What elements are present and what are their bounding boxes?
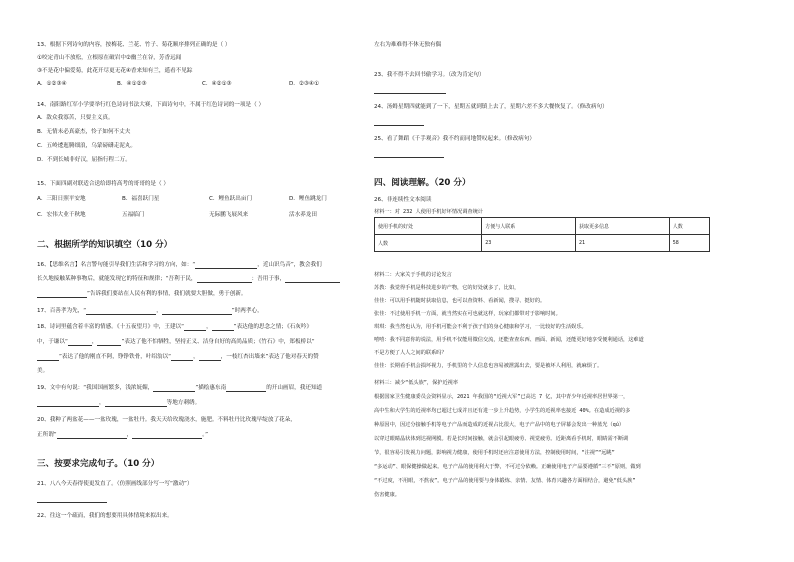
q18-blank-2[interactable]: [212, 324, 234, 331]
q13-line2: ③不是花中偏爱菊，此花开尽更无花④香来知有兰，遥看不见踪: [37, 68, 193, 74]
q23-answer-line: [374, 87, 446, 94]
section-3-title: 三、按要求完成句子。（10 分）: [37, 459, 160, 469]
q13-stem: 13、根据下列诗句的内容，按梅花、兰花、竹子、菊花顺序排列正确的是（ ）: [37, 42, 231, 48]
material-2-line: 佳佳：长期看手机会损坏视力，手机里的个人信息也容易被泄露出去，要是被坏人利用，就麻烦了。: [374, 363, 603, 369]
material-2-line: 苏教：我觉得手机是科技进步的产物，它的好处就多了，比如，: [374, 285, 520, 291]
material-3-line: 节，很容易引发视力问题，影响视力健康，使用手机时还应注意使用方法，控制使用时间，“注视”“远眺”: [374, 450, 615, 456]
q16-line1: 16、【思维名言】名言警句能引导我们生活和学习的方向，如：“ ，近山识鸟音”，教会我们: [37, 262, 322, 268]
q13-option-d: D．②③④①: [289, 81, 319, 87]
table-header-cell: 方便与人联系: [482, 218, 576, 235]
q25-answer-blank[interactable]: [374, 151, 444, 158]
q16-blank-4[interactable]: [37, 291, 87, 298]
material-3-line: 以穿过眼睛晶状体到达视网膜。若是长时间接触，就会引起眼疲劳、视觉疲劳。近距离看手机时，眼睛需不断调: [374, 436, 629, 442]
q20-blank-1[interactable]: [57, 432, 127, 439]
q16-blank-2[interactable]: [197, 276, 252, 283]
q25-answer-line: [374, 151, 444, 158]
table-header-cell: 获取更多信息: [575, 218, 669, 235]
q15-r1-d: D．鲤鱼跳龙门: [289, 196, 327, 202]
q18-line2: 中，于谦以“ ， ”表达了他不怕牺牲，坚持正义、洁身自好的高尚品质；《竹石》中，郑板桥以“: [37, 339, 315, 345]
material-2-line: 琪琪：我当然也认为，用手机可能会不利于孩子们的身心健康和学习，一比较好的生活娱乐。: [374, 324, 587, 330]
survey-table: [374, 217, 710, 252]
table-cell: 21: [575, 235, 669, 252]
q18-blank-3[interactable]: [68, 339, 92, 346]
q19-blank-2[interactable]: [226, 385, 266, 392]
q20-line1: 20、我种了两盆花——一盆玫瑰，一盆牡丹。我天天给玫瑰浇水，施肥。不料牡丹比玫瑰早绽放了花朵，: [37, 417, 296, 423]
table-header-row: [375, 218, 710, 235]
q18-line3: ”表达了他的刚直不阿，铮铮铁骨，叶绍翁以“ ， ，一枝红杏出墙来”表达了他对春天的赞: [37, 354, 319, 361]
q18-blank-6[interactable]: [171, 354, 193, 361]
q19-blank-4[interactable]: [105, 400, 167, 407]
q15-stem: 15、下面四副对联适合送给即将高考的哥哥的是（ ）: [37, 181, 169, 187]
q15-r2-c: 无际鹏飞展风来: [209, 212, 249, 218]
q14-option-c: C．五岭逶迤腾细浪，乌蒙磅礴走泥丸。: [37, 143, 137, 149]
q15-r1-a: A．三阳日照平安地: [37, 196, 86, 202]
q15-r1-c: C．鲤鱼跃出亩门: [209, 196, 253, 202]
q24-stem: 24、汤姆星期四就能到了一下，星期五就到镇上去了，星期六差不多大餐恢复了。（修改病句）: [374, 104, 608, 110]
material-3-line: “不过度，不用眼，不熬夜”。电子产品的使用要与身体锻炼、亲情、友情、体育兴趣各方面相结合，避免“低头族”: [374, 478, 636, 484]
material-3-line: 高中生和大学生的近视率均已超过七成并且还有进一步上升趋势，小学生的近视率也接近 40%。在造成近视的多: [374, 408, 631, 414]
q21-answer-line: [37, 496, 107, 503]
material-3-line: 根据国家卫生健康委员会资料显示，2021 年我国的“近视大军”已高达 7 亿，其中青少年近视率居世界第一，: [374, 394, 629, 400]
section-4-title: 四、阅读理解。（20 分）: [374, 178, 471, 188]
q21-stem: 21、八八今天春得使更发直了。（仿照画线部分写一写“激动”）: [37, 481, 193, 487]
q24-answer-blank[interactable]: [374, 119, 424, 126]
q14-option-d: D．不到长城非好汉，屈指行程二万。: [37, 157, 131, 163]
q18-blank-7[interactable]: [199, 354, 221, 361]
q23-stem: 23、我不得不去回书偷学习。（改为肯定句）: [374, 72, 485, 78]
material-3-title: 材料三：减少“低头族”，保护近视率: [374, 380, 459, 386]
q15-r2-d: 活水养龙田: [289, 212, 317, 218]
q14-option-a: A．敌众我寡苦，只要主义真。: [37, 115, 114, 121]
material-2-title: 材料二：大家关于手机的讨论发言: [374, 272, 452, 278]
q15-r2-b: 五福临门: [122, 212, 145, 218]
q20-blank-2[interactable]: [132, 432, 202, 439]
table-header-cell: 使用手机的好处: [375, 218, 482, 235]
q15-r1-b: B．福喜跃门星: [122, 196, 160, 202]
table-row: [375, 235, 710, 252]
q19-blank-3[interactable]: [37, 400, 99, 407]
material-3-line: “多运动”、眼保健操做起来。电子产品的使用利大于弊，不可过分依赖。正确使用电子产品要遵循“三不”原则，做到: [374, 464, 641, 470]
q21-answer-blank[interactable]: [37, 496, 107, 503]
material-2-line: 佳佳：可以用手机随时获取信息，也可以查资料、看新闻，搜寻、挺好的。: [374, 298, 546, 304]
table-cell: 人数: [375, 235, 482, 252]
q23-answer-blank[interactable]: [374, 87, 446, 94]
q13-option-c: C．④②①③: [202, 81, 232, 87]
material-2-line: 不是方便了人人之间的联系吗？: [374, 350, 447, 356]
q22-stem: 22、往这一个疏而，我们的想要用具体情境来拟出来。: [37, 513, 173, 519]
q18-blank-4[interactable]: [97, 339, 121, 346]
section-2-title: 二、根据所学的知识填空（10 分）: [37, 240, 173, 250]
q19-blank-1[interactable]: [153, 385, 195, 392]
table-cell: 23: [482, 235, 576, 252]
q18-line4: 美。: [37, 368, 49, 374]
q18-line1: 18、诗词里蕴含着丰富的情感。《十五夜望月》中，王建以“ ， ”表达他的思念之情；《石灰吟》: [37, 324, 313, 330]
q13-option-b: B．④①②③: [117, 81, 147, 87]
q14-stem: 14、南阳路红军小学要举行红色诗词书法大赛，下面诗句中，不属于红色诗词的一项是（ ）: [37, 102, 265, 108]
material-3-line: 种原因中，因过分接触手机等电子产品而造成的近视占比很大，电子产品中的电子屏幕会发出一种蓝光（qú）: [374, 422, 625, 428]
q26-stem: 26、非连续性文本阅读: [374, 197, 432, 203]
table-header-cell: 人数: [669, 218, 709, 235]
q25-stem: 25、看了舞蹈《千手观音》我不约而同地赞叹起来。（修改病句）: [374, 136, 535, 142]
q16-line3: ”告诉我们要站在人民有利的事情，我们就要大胆做，勇于创新。: [37, 291, 247, 298]
q22-continued: 左右为难难得不休无独有偶: [374, 42, 442, 48]
q14-option-b: B．无情未必真豪杰，怜子如何不丈夫: [37, 129, 131, 135]
q20-line2: 正所谓“ ， 。”: [37, 432, 208, 438]
q17-blank-2[interactable]: [162, 308, 232, 315]
q18-blank-1[interactable]: [184, 324, 206, 331]
q16-blank-3[interactable]: [285, 276, 340, 283]
q13-line1: ①咬定青山不放松，立根原在破岩中②幽兰在谷，芳香远闻: [37, 55, 182, 61]
q24-answer-line: [374, 119, 424, 126]
q16-line2: 长久地接触某种事物后，就能发现它的特征和规律；“吾利于民， ：吾用于事，: [37, 276, 340, 283]
q17-line: 17、百善孝为先，“ ， ”时两孝心，: [37, 308, 263, 314]
material-3-line: 伤害健康。: [374, 492, 400, 498]
material-2-line: 嘻嘻：我不同意你的说法，用手机不仅能用微信交流，还能查查东西、画面、新闻，还能更好地享受便利通话，这难道: [374, 337, 644, 343]
material-2-line: 张佳：不过使用手机一方面，就当然实在可也就这样，玩家们都带对于影响时间。: [374, 311, 561, 317]
q18-blank-5[interactable]: [37, 354, 59, 361]
q19-line2: ， 等地方刺绣。: [37, 400, 200, 407]
material-1-title: 材料一：对 232 人使用手机好坏情况调查统计: [374, 209, 483, 215]
table-cell: 58: [669, 235, 709, 252]
q16-blank-1[interactable]: [195, 262, 257, 269]
q13-option-a: A．①②③④: [37, 81, 67, 87]
q15-r2-a: C．宏伟大业千秋地: [37, 212, 86, 218]
q19-line1: 19、文中有句说：“我国国画繁多，浅浓妩媚， ”描绘惠东南 的开山画眉，我还知道: [37, 385, 323, 391]
q17-blank-1[interactable]: [86, 308, 156, 315]
